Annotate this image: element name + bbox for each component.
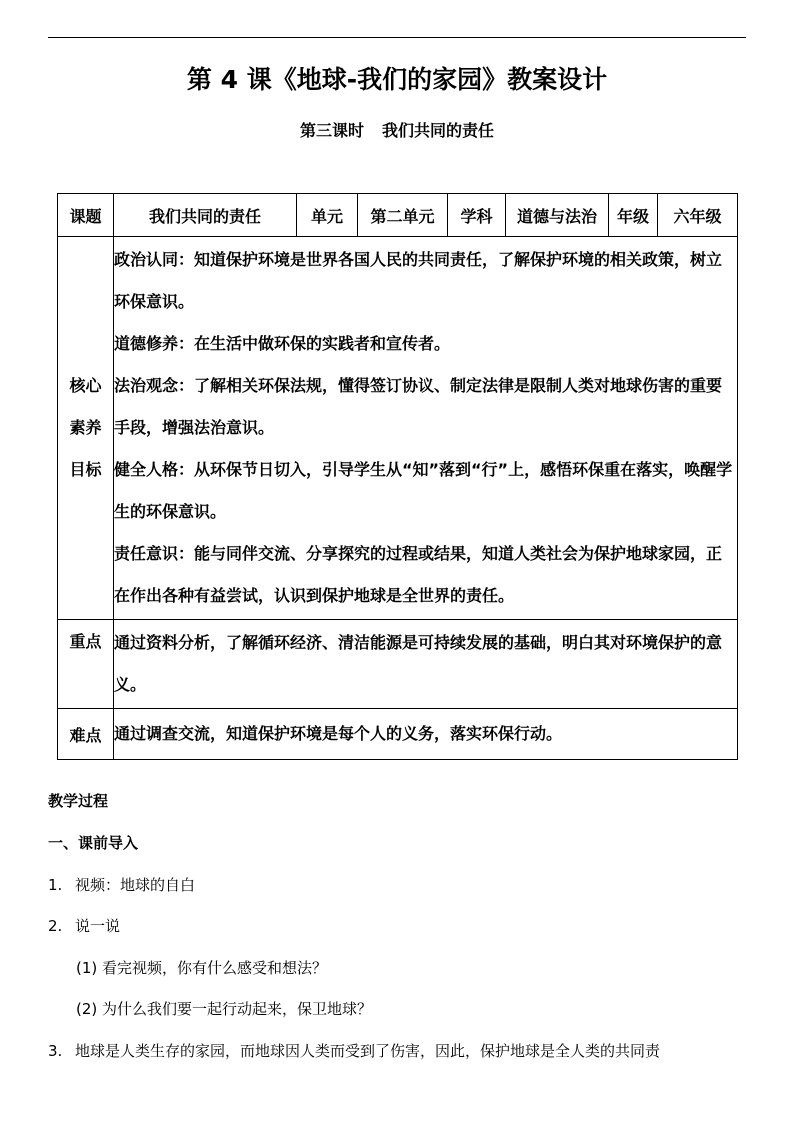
goal-personality: 健全人格：从环保节日切入，引导学生从“知”落到“行”上，感悟环保重在落实，唤醒学生的环保意识。 xyxy=(114,460,733,521)
grade-label: 年级 xyxy=(609,194,658,237)
difficulty-row xyxy=(58,709,738,760)
core-goals-row xyxy=(58,237,738,620)
core-label-line: 核心 xyxy=(69,376,102,395)
table-header-row xyxy=(58,194,738,237)
goal-legal: 法治观念：了解相关环保法规，懂得签订协议、制定法律是限制人类对地球伤害的重要手段，增强法治意识。 xyxy=(114,376,723,437)
topic-value: 我们共同的责任 xyxy=(114,194,297,237)
process-heading: 教学过程 xyxy=(48,792,109,810)
lesson-plan-table xyxy=(57,193,738,760)
subject-value: 道德与法治 xyxy=(506,194,609,237)
list-item xyxy=(48,873,195,897)
topic-label: 课题 xyxy=(58,194,114,237)
list-item xyxy=(48,1039,660,1063)
list-text: 说一说 xyxy=(75,917,121,935)
list-text: 视频：地球的自白 xyxy=(75,876,196,894)
core-label-line: 素养 xyxy=(69,418,102,437)
key-point-row xyxy=(58,620,738,709)
lesson-subtitle xyxy=(0,118,794,144)
difficulty-text: 通过调查交流，知道保护环境是每个人的义务，落实环保行动。 xyxy=(114,709,738,760)
core-goals-content xyxy=(114,237,738,620)
subject-label: 学科 xyxy=(448,194,506,237)
sub-question: (1) 看完视频，你有什么感受和想法？ xyxy=(76,959,328,977)
sub-question: (2) 为什么我们要一起行动起来，保卫地球？ xyxy=(76,1000,373,1018)
goal-moral: 道德修养：在生活中做环保的实践者和宣传者。 xyxy=(114,334,451,353)
subtitle-topic: 我们共同的责任 xyxy=(382,121,495,140)
core-label-line: 目标 xyxy=(69,460,102,479)
list-number: 3. xyxy=(48,1042,63,1060)
grade-value: 六年级 xyxy=(658,194,738,237)
subtitle-period: 第三课时 xyxy=(299,121,364,140)
goal-responsibility: 责任意识：能与同伴交流、分享探究的过程或结果，知道人类社会为保护地球家园，正在作出各种有益尝试，认识到保护地球是全世界的责任。 xyxy=(114,544,723,605)
goal-political: 政治认同：知道保护环境是世界各国人民的共同责任，了解保护环境的相关政策，树立环保意识。 xyxy=(114,250,723,311)
list-number: 2. xyxy=(48,917,63,935)
header-rule xyxy=(48,37,746,38)
core-goals-label xyxy=(58,237,114,620)
list-text: 地球是人类生存的家园，而地球因人类而受到了伤害，因此，保护地球是全人类的共同责 xyxy=(75,1042,661,1060)
unit-value: 第二单元 xyxy=(358,194,448,237)
list-number: 1. xyxy=(48,876,63,894)
document-title: 第 4 课《地球-我们的家园》教案设计 xyxy=(186,65,608,94)
difficulty-label: 难点 xyxy=(58,709,114,760)
key-point-text: 通过资料分析，了解循环经济、清洁能源是可持续发展的基础，明白其对环境保护的意义。 xyxy=(114,620,738,709)
key-point-label: 重点 xyxy=(58,620,114,709)
section-intro-heading: 一、课前导入 xyxy=(48,834,139,852)
unit-label: 单元 xyxy=(297,194,358,237)
list-item xyxy=(48,914,120,938)
